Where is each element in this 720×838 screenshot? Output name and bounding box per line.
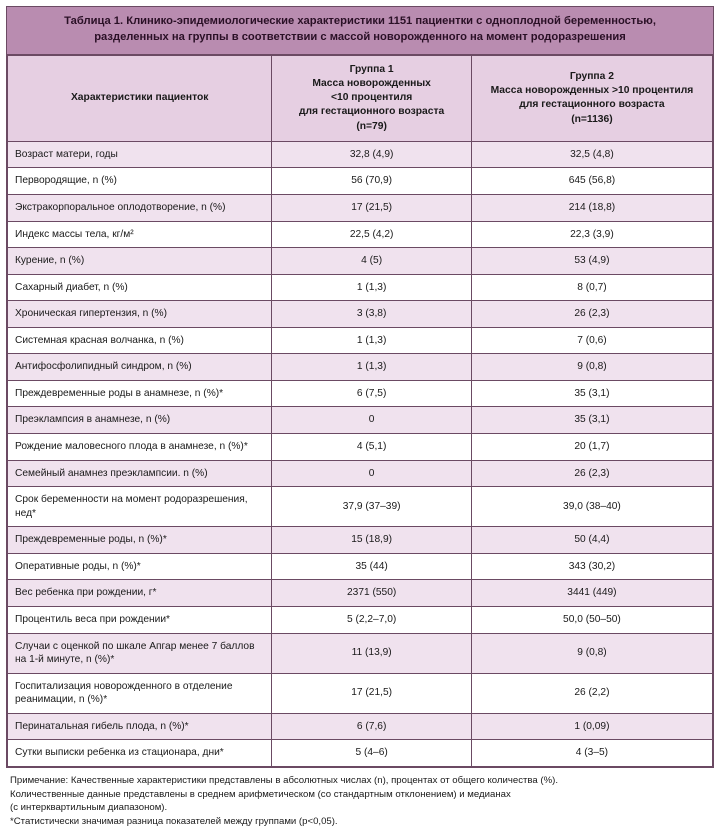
row-value-group-1: 1 (1,3) <box>272 274 472 301</box>
row-value-group-2: 50 (4,4) <box>471 527 712 554</box>
row-value-group-1: 56 (70,9) <box>272 168 472 195</box>
row-label: Семейный анамнез преэклампсии. n (%) <box>8 460 272 487</box>
row-label: Преждевременные роды в анамнезе, n (%)* <box>8 380 272 407</box>
row-value-group-2: 7 (0,6) <box>471 327 712 354</box>
row-value-group-1: 32,8 (4,9) <box>272 141 472 168</box>
table-row <box>8 673 713 713</box>
row-label: Курение, n (%) <box>8 248 272 275</box>
table-row <box>8 168 713 195</box>
row-value-group-2: 32,5 (4,8) <box>471 141 712 168</box>
row-value-group-2: 4 (3–5) <box>471 740 712 767</box>
row-value-group-1: 17 (21,5) <box>272 194 472 221</box>
note-line-3: (с интерквартильным диапазоном). <box>10 802 168 814</box>
row-label: Хроническая гипертензия, n (%) <box>8 301 272 328</box>
row-value-group-2: 20 (1,7) <box>471 434 712 461</box>
table-row <box>8 141 713 168</box>
row-value-group-1: 6 (7,6) <box>272 713 472 740</box>
table-row <box>8 194 713 221</box>
row-value-group-1: 6 (7,5) <box>272 380 472 407</box>
header-group-2-line-2: Масса новорожденных >10 процентиля <box>490 85 694 97</box>
row-label: Госпитализация новорожденного в отделение реанимации, n (%)* <box>8 673 272 713</box>
table-row <box>8 274 713 301</box>
row-label: Сутки выписки ребенка из стационара, дни* <box>8 740 272 767</box>
row-value-group-2: 8 (0,7) <box>471 274 712 301</box>
table-row <box>8 221 713 248</box>
header-row <box>8 55 713 141</box>
table-row <box>8 327 713 354</box>
table-row <box>8 248 713 275</box>
header-group-1 <box>272 55 472 141</box>
row-label: Преэклампсия в анамнезе, n (%) <box>8 407 272 434</box>
note-line-2: Количественные данные представлены в среднем арифметическом (со стандартным отклонением) и медианах <box>10 788 511 800</box>
row-value-group-1: 3 (3,8) <box>272 301 472 328</box>
table-row <box>8 487 713 527</box>
row-label: Антифосфолипидный синдром, n (%) <box>8 354 272 381</box>
row-label: Рождение маловесного плода в анамнезе, n (%)* <box>8 434 272 461</box>
row-value-group-2: 50,0 (50–50) <box>471 606 712 633</box>
row-value-group-2: 343 (30,2) <box>471 553 712 580</box>
row-value-group-2: 39,0 (38–40) <box>471 487 712 527</box>
row-label: Срок беременности на момент родоразрешения, нед* <box>8 487 272 527</box>
row-value-group-1: 4 (5) <box>272 248 472 275</box>
header-group-1-line-4: для гестационного возраста <box>298 106 445 118</box>
row-value-group-1: 5 (4–6) <box>272 740 472 767</box>
header-group-1-line-2: Масса новорожденных <box>312 78 431 90</box>
row-value-group-1: 4 (5,1) <box>272 434 472 461</box>
row-value-group-1: 35 (44) <box>272 553 472 580</box>
row-value-group-2: 35 (3,1) <box>471 380 712 407</box>
table-row <box>8 553 713 580</box>
row-label: Процентиль веса при рождении* <box>8 606 272 633</box>
table-row <box>8 460 713 487</box>
header-group-1-line-1: Группа 1 <box>349 63 394 75</box>
row-label: Оперативные роды, n (%)* <box>8 553 272 580</box>
row-value-group-2: 26 (2,2) <box>471 673 712 713</box>
row-value-group-1: 17 (21,5) <box>272 673 472 713</box>
row-value-group-1: 1 (1,3) <box>272 327 472 354</box>
row-value-group-2: 22,3 (3,9) <box>471 221 712 248</box>
row-value-group-2: 9 (0,8) <box>471 354 712 381</box>
row-label: Вес ребенка при рождении, г* <box>8 580 272 607</box>
row-value-group-1: 5 (2,2–7,0) <box>272 606 472 633</box>
note-line-4: *Статистически значимая разница показателей между группами (p<0,05). <box>10 815 338 827</box>
table-row <box>8 434 713 461</box>
row-label: Экстракорпоральное оплодотворение, n (%) <box>8 194 272 221</box>
table-note <box>6 768 714 830</box>
row-label: Перинатальная гибель плода, n (%)* <box>8 713 272 740</box>
row-label: Преждевременные роды, n (%)* <box>8 527 272 554</box>
row-label: Сахарный диабет, n (%) <box>8 274 272 301</box>
row-label: Системная красная волчанка, n (%) <box>8 327 272 354</box>
row-value-group-2: 645 (56,8) <box>471 168 712 195</box>
table-row <box>8 740 713 767</box>
table-row <box>8 301 713 328</box>
row-value-group-1: 37,9 (37–39) <box>272 487 472 527</box>
row-value-group-1: 22,5 (4,2) <box>272 221 472 248</box>
table-head <box>8 55 713 141</box>
header-group-2-line-3: для гестационного возраста <box>519 99 665 111</box>
table-row <box>8 580 713 607</box>
header-group-2-line-4: (n=1136) <box>571 113 613 125</box>
table-row <box>8 713 713 740</box>
row-value-group-2: 53 (4,9) <box>471 248 712 275</box>
row-value-group-1: 2371 (550) <box>272 580 472 607</box>
table-row <box>8 633 713 673</box>
row-value-group-1: 0 <box>272 407 472 434</box>
row-value-group-2: 35 (3,1) <box>471 407 712 434</box>
table-caption: Таблица 1. Клинико-эпидемиологические характеристики 1151 пациентки с одноплодной беременностью, разделенных на группы в соответствии с массой новорожденного на момент родоразрешения <box>7 7 713 55</box>
row-value-group-2: 214 (18,8) <box>471 194 712 221</box>
row-value-group-2: 26 (2,3) <box>471 460 712 487</box>
table-row <box>8 606 713 633</box>
row-label: Первородящие, n (%) <box>8 168 272 195</box>
row-value-group-2: 3441 (449) <box>471 580 712 607</box>
header-group-2 <box>471 55 712 141</box>
header-characteristics: Характеристики пациенток <box>8 55 272 141</box>
table-row <box>8 527 713 554</box>
header-group-2-line-1: Группа 2 <box>569 70 614 82</box>
note-line-1: Примечание: Качественные характеристики представлены в абсолютных числах (n), процентах от общего количества (%). <box>10 774 558 786</box>
row-value-group-1: 15 (18,9) <box>272 527 472 554</box>
row-value-group-2: 9 (0,8) <box>471 633 712 673</box>
table-row <box>8 407 713 434</box>
table-row <box>8 354 713 381</box>
table-body <box>8 141 713 766</box>
row-value-group-1: 0 <box>272 460 472 487</box>
clinical-characteristics-table <box>6 6 714 768</box>
data-table <box>7 7 713 767</box>
header-group-1-line-3: <10 процентиля <box>330 92 413 104</box>
row-value-group-2: 1 (0,09) <box>471 713 712 740</box>
row-value-group-1: 11 (13,9) <box>272 633 472 673</box>
table-row <box>8 380 713 407</box>
row-label: Случаи с оценкой по шкале Апгар менее 7 баллов на 1-й минуте, n (%)* <box>8 633 272 673</box>
row-value-group-2: 26 (2,3) <box>471 301 712 328</box>
header-group-1-line-5: (n=79) <box>356 120 387 132</box>
row-label: Индекс массы тела, кг/м² <box>8 221 272 248</box>
row-value-group-1: 1 (1,3) <box>272 354 472 381</box>
row-label: Возраст матери, годы <box>8 141 272 168</box>
